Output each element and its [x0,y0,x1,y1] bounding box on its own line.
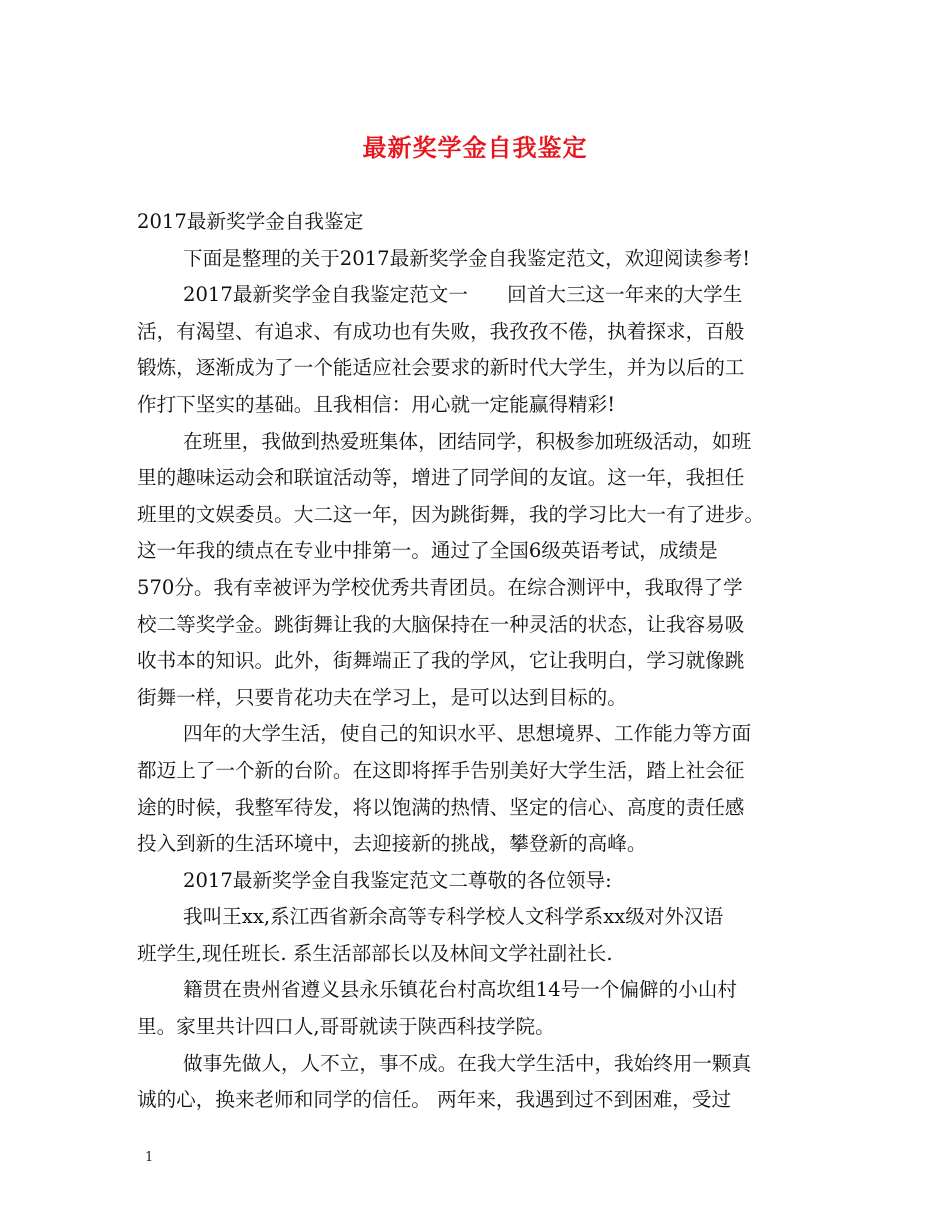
document-title: 最新奖学金自我鉴定 [362,133,588,162]
text-line: 班里的文娱委员。大二这一年，因为跳街舞，我的学习比大一有了进步。 [137,502,764,526]
text-line: 在班里，我做到热爱班集体，团结同学，积极参加班级活动，如班 [183,429,752,453]
text-line: 四年的大学生活，使自己的知识水平、思想境界、工作能力等方面 [183,722,752,746]
text-line: 2017最新奖学金自我鉴定范文一 回首大三这一年来的大学生 [183,283,743,307]
text-line: 里的趣味运动会和联谊活动等，增进了同学间的友谊。这一年，我担任 [137,466,745,490]
text-line: 都迈上了一个新的台阶。在这即将挥手告别美好大学生活，踏上社会征 [137,758,745,782]
text-line: 做事先做人，人不立，事不成。在我大学生活中，我始终用一颗真 [183,1051,752,1075]
text-line: 2017最新奖学金自我鉴定 [137,210,364,233]
page-number: 1 [145,1150,154,1165]
text-line: 2017最新奖学金自我鉴定范文二尊敬的各位领导: [183,868,612,892]
text-line: 锻炼，逐渐成为了一个能适应社会要求的新时代大学生，并为以后的工 [137,356,745,380]
text-line: 这一年我的绩点在专业中排第一。通过了全国6级英语考试，成绩是 [137,539,718,563]
document-body [137,204,827,1119]
text-line: 里。家里共计四口人,哥哥就读于陕西科技学院。 [137,1015,555,1039]
text-line: 收书本的知识。此外，街舞端正了我的学风，它让我明白，学习就像跳 [137,649,745,673]
text-line: 活，有渴望、有追求、有成功也有失败，我孜孜不倦，执着探求，百般 [137,319,745,343]
text-line: 我叫王xx,系江西省新余高等专科学校人文科学系xx级对外汉语 [183,905,724,929]
text-line: 投入到新的生活环境中，去迎接新的挑战，攀登新的高峰。 [137,832,647,856]
text-line: 班学生,现任班长. 系生活部部长以及林间文学社副社长. [137,941,613,965]
text-line: 作打下坚实的基础。且我相信：用心就一定能赢得精彩! [137,392,616,416]
text-line: 街舞一样，只要肯花功夫在学习上，是可以达到目标的。 [137,685,627,709]
text-line: 570分。我有幸被评为学校优秀共青团员。在综合测评中，我取得了学 [137,575,743,599]
text-line: 诚的心，换来老师和同学的信任。 两年来，我遇到过不到困难，受过 [137,1088,732,1112]
text-line: 校二等奖学金。跳街舞让我的大脑保持在一种灵活的状态，让我容易吸 [137,612,745,636]
text-line: 籍贯在贵州省遵义县永乐镇花台村高坎组14号一个偏僻的小山村 [183,978,737,1002]
text-line: 途的时候，我整军待发，将以饱满的热情、坚定的信心、高度的责任感 [137,795,745,819]
text-line: 下面是整理的关于2017最新奖学金自我鉴定范文，欢迎阅读参考! [183,246,751,270]
